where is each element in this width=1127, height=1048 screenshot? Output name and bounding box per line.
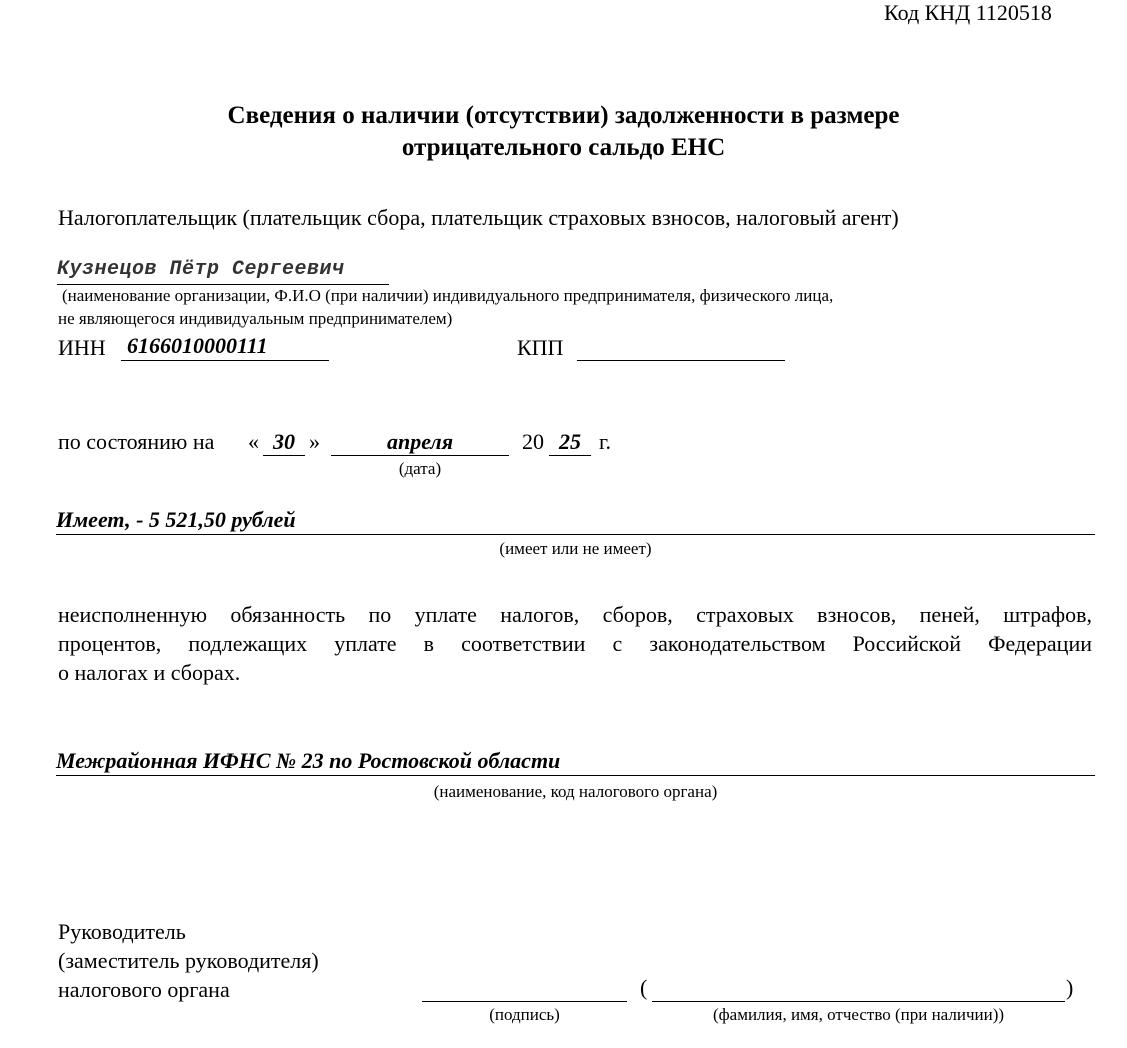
inn-value: 6166010000111	[127, 333, 268, 358]
signatory-line-3: налогового органа	[58, 977, 230, 1002]
taxpayer-name-hint-1: (наименование организации, Ф.И.О (при наличии) индивидуального предпринимателя, физического лица,	[62, 286, 834, 305]
title-line-2: отрицательного сальдо ЕНС	[401, 134, 726, 161]
taxpayer-name-field: Кузнецов Пётр Сергеевич	[57, 258, 389, 285]
obligation-line-3: о налогах и сборах.	[58, 660, 241, 685]
kpp-label: КПП	[517, 335, 564, 360]
date-close-quote: »	[309, 429, 320, 454]
taxpayer-label: Налогоплательщик (плательщик сбора, плательщик страховых взносов, налоговый агент)	[58, 205, 899, 230]
debt-status-field: Имеет, - 5 521,50 рублей	[56, 507, 1095, 535]
date-prefix: по состоянию на	[58, 429, 215, 454]
signatory-line-2: (заместитель руководителя)	[58, 948, 319, 973]
form-code: Код КНД 1120518	[884, 0, 1052, 25]
kpp-field	[577, 332, 785, 361]
taxpayer-name-hint-2: не являющегося индивидуальным предпринимателем)	[58, 309, 453, 328]
signatory-label	[58, 917, 319, 1004]
signature-hint: (подпись)	[489, 1005, 560, 1024]
fio-hint: (фамилия, имя, отчество (при наличии))	[712, 1005, 1005, 1024]
inn-field	[121, 332, 329, 361]
debt-status-hint: (имеет или не имеет)	[499, 539, 652, 558]
page-title	[0, 100, 1127, 164]
title-line-1: Сведения о наличии (отсутствии) задолженности в размере	[227, 102, 900, 129]
date-open-quote: «	[248, 429, 259, 454]
fio-line	[652, 1000, 1065, 1002]
obligation-line-2: процентов, подлежащих уплате в соответствии с законодательством Российской Федерации	[58, 631, 1092, 656]
signatory-line-1: Руководитель	[58, 919, 186, 944]
tax-authority-field: Межрайонная ИФНС № 23 по Ростовской области	[56, 748, 1095, 776]
date-year-prefix: 20	[522, 429, 544, 454]
date-month: апреля	[331, 428, 509, 456]
inn-label: ИНН	[58, 335, 106, 360]
fio-open-paren: (	[640, 975, 648, 1000]
signature-line	[422, 1000, 627, 1002]
obligation-line-1: неисполненную обязанность по уплате налогов, сборов, страховых взносов, пеней, штрафов,	[58, 602, 1092, 627]
fio-close-paren: )	[1066, 975, 1074, 1000]
obligation-paragraph	[58, 600, 1092, 687]
tax-authority-hint: (наименование, код налогового органа)	[433, 782, 718, 801]
date-year-suffix: 25	[549, 428, 591, 456]
date-year-end: г.	[599, 429, 612, 454]
date-hint: (дата)	[398, 459, 442, 478]
date-day: 30	[263, 428, 305, 456]
